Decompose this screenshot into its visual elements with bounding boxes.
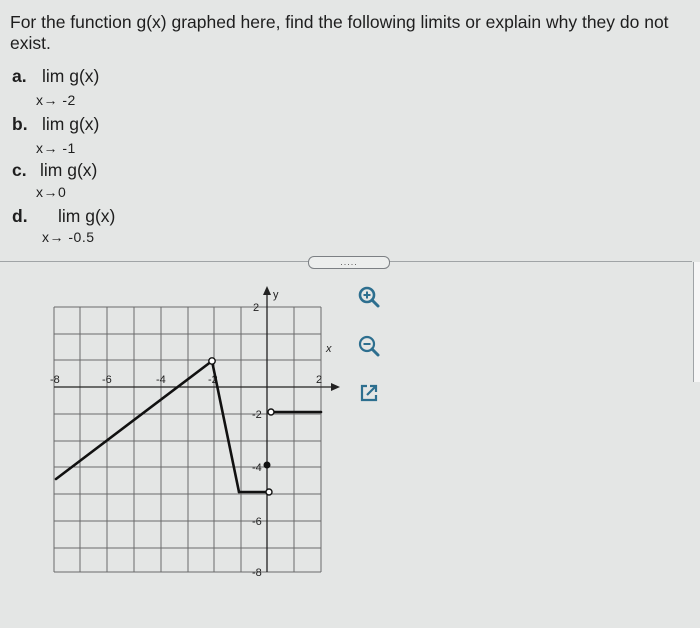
- zoom-in-icon: [357, 285, 381, 309]
- y-tick-label: -6: [252, 516, 262, 528]
- zoom-out-icon: [357, 334, 381, 358]
- x-axis-label: x: [326, 343, 332, 355]
- part-d-subscript: x→ -0.5: [42, 229, 95, 245]
- part-c-subscript: x→0: [36, 184, 67, 200]
- y-tick-label: -4: [252, 462, 262, 474]
- function-graph: [40, 280, 340, 580]
- zoom-in-button[interactable]: [357, 285, 381, 309]
- open-point: [268, 409, 274, 415]
- y-tick-label: 2: [253, 302, 260, 314]
- part-b-letter: b.: [12, 114, 28, 134]
- part-a-subscript: x→ -2: [36, 92, 76, 108]
- y-tick-label: -8: [252, 567, 262, 579]
- question-text: For the function g(x) graphed here, find the following limits or explain why they do not exist.: [10, 12, 669, 53]
- y-axis-label: y: [273, 289, 279, 301]
- part-a: [12, 66, 99, 87]
- x-tick-label: -2: [208, 374, 218, 386]
- part-c-expression: lim g(x): [40, 160, 98, 180]
- graph-grid: [54, 307, 321, 572]
- x-axis-arrow-icon: [331, 383, 340, 391]
- part-c-letter: c.: [12, 160, 27, 180]
- expand-more-button[interactable]: .....: [308, 256, 390, 269]
- part-b-subscript: x→ -1: [36, 140, 76, 156]
- part-d-expression: lim g(x): [58, 206, 116, 226]
- side-scroll-handle[interactable]: [693, 262, 700, 382]
- curve-segment-falling: [212, 361, 239, 492]
- part-d-letter: d.: [12, 206, 28, 226]
- x-tick-label: -6: [102, 374, 112, 386]
- part-a-letter: a.: [12, 66, 27, 86]
- x-tick-label: 2: [316, 374, 323, 386]
- x-tick-label: -8: [50, 374, 60, 386]
- part-b-expression: lim g(x): [42, 114, 100, 134]
- external-link-icon: [358, 382, 380, 404]
- y-axis-arrow-icon: [263, 286, 271, 295]
- y-tick-label: -2: [252, 409, 262, 421]
- open-graph-button[interactable]: [358, 382, 382, 406]
- x-tick-label: -4: [156, 374, 166, 386]
- zoom-out-button[interactable]: [357, 334, 381, 358]
- closed-point: [264, 462, 271, 469]
- part-d: [12, 206, 115, 227]
- open-point: [266, 489, 272, 495]
- open-point: [209, 358, 215, 364]
- part-c: [12, 160, 97, 181]
- part-b: [12, 114, 99, 135]
- part-a-expression: lim g(x): [42, 66, 100, 86]
